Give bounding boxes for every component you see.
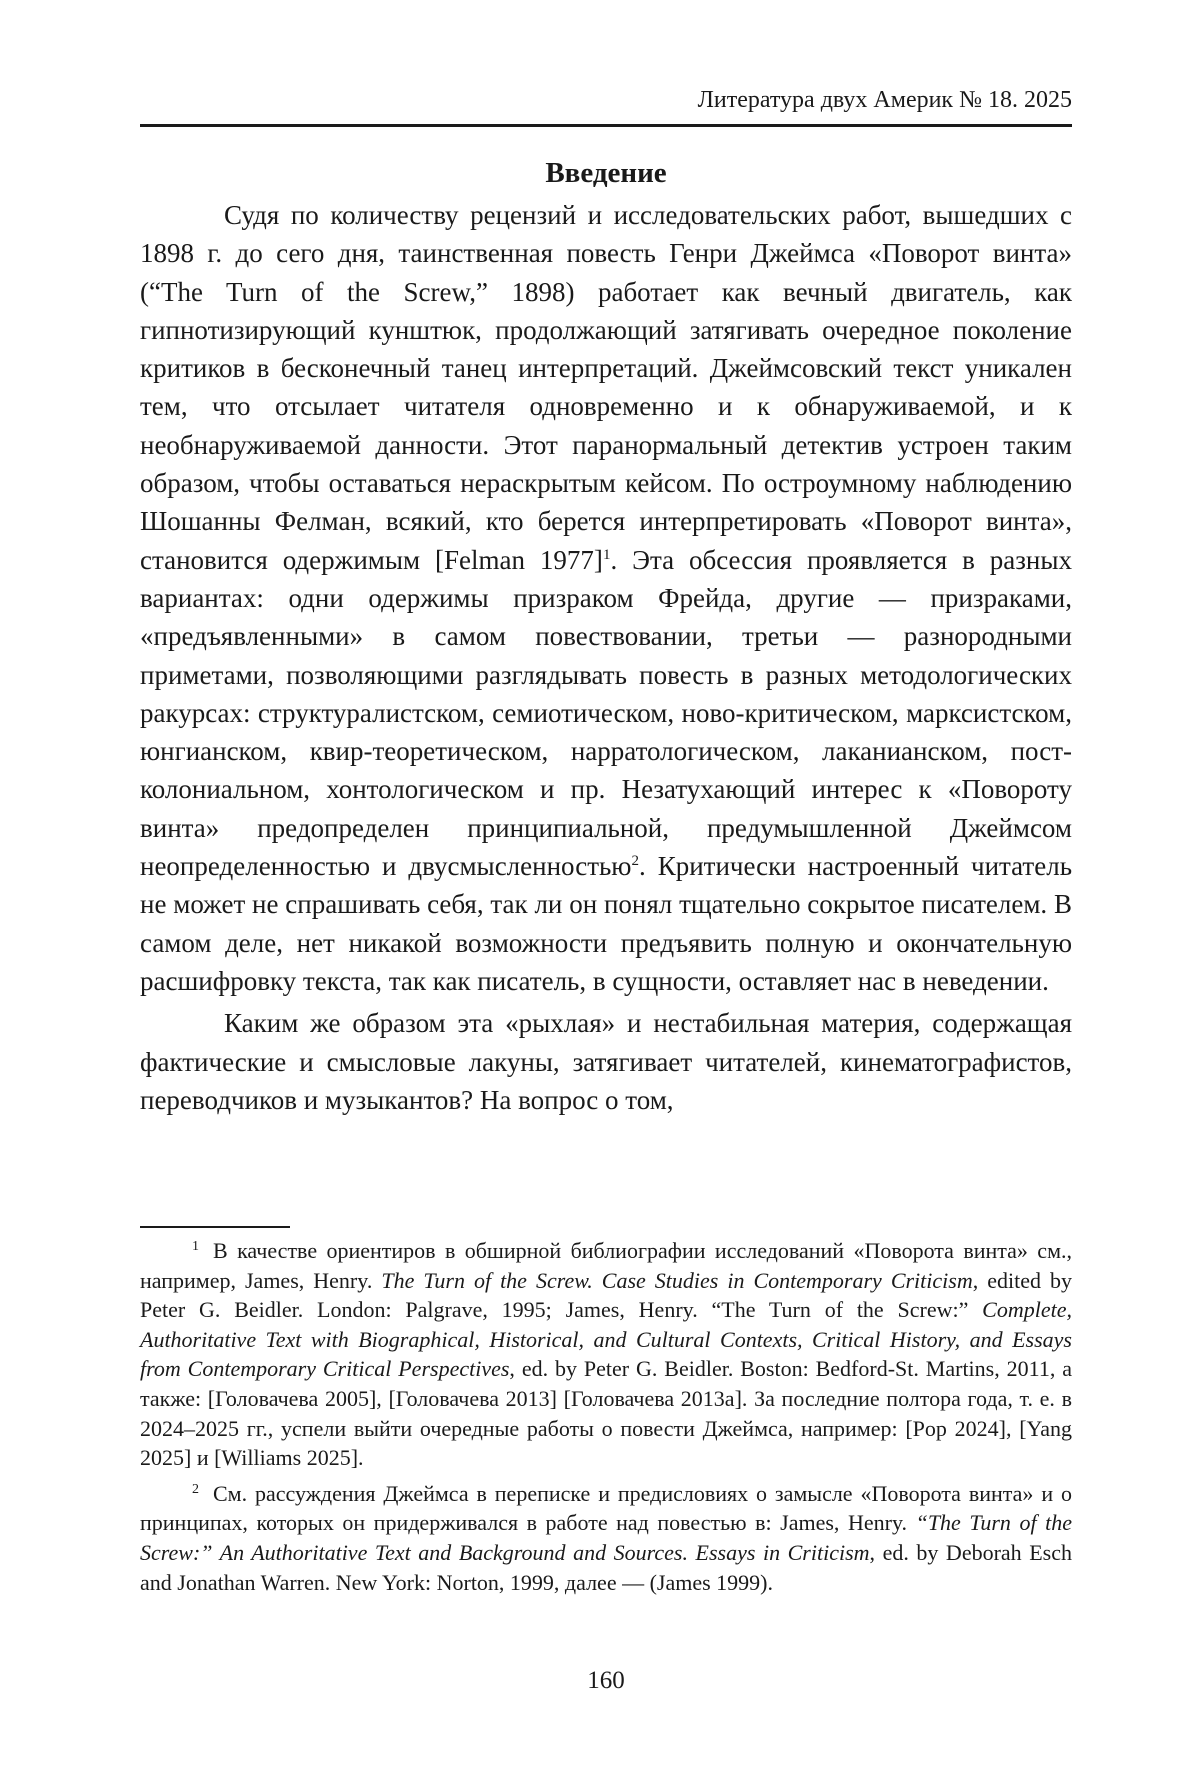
header-rule xyxy=(140,124,1072,127)
footnotes xyxy=(140,1236,1072,1597)
footnote-ref-2: 2 xyxy=(631,853,639,870)
section-title: Введение xyxy=(545,157,667,189)
footnote-1-text-3: , ed. by Peter G. Beidler. Boston: Bedford-St. Martins, 2011, а также: [Головачева 2005], [Головачева 2013] [Головачева 2013а]. За последние полтора года, т. е. в 2024–2025 гг., успели выйти очередные работы о повести Джеймса, например: [Pop 2024], [Yang 2025] и [Williams 2025]. xyxy=(140,1356,1072,1471)
footnote-1-title-2: Complete, Authoritative Text with Biographical, Historical, and Cultural Contexts, Critical History, and Essays from Contemporary Critical Perspectives xyxy=(140,1297,1072,1382)
footnote-1-title-1: The Turn of the Screw. Case Studies in Contemporary Criticism xyxy=(381,1267,973,1293)
paragraph-1-part-c: . Критически настроенный читатель не может не спрашивать себя, так ли он понял тщательно сокрытое писателем. В самом деле, нет никакой возможности предъявить полную и окончательную расшифровку текста, так как писатель, в сущности, оставляет нас в неведении. xyxy=(140,851,1073,996)
paragraph-1 xyxy=(140,196,1072,1000)
footnote-1-number: 1 xyxy=(192,1239,199,1254)
footnote-2-text-2: , ed. by Deborah Esch and Jonathan Warren. New York: Norton, 1999, далее — (James 1999). xyxy=(140,1539,1072,1595)
footnote-1-text-1: В качестве ориентиров в обширной библиографии исследований «Поворота винта» см., например, James, Henry. xyxy=(140,1238,1072,1293)
main-text xyxy=(140,196,1072,1119)
page-number: 160 xyxy=(587,1667,625,1694)
footnote-2 xyxy=(140,1479,1072,1597)
footnote-1-text-2: , edited by Peter G. Beidler. London: Palgrave, 1995; James, Henry. “The Turn of the Screw:” xyxy=(140,1267,1073,1323)
footnote-2-text-1: См. рассуждения Джеймса в переписке и предисловиях о замысле «Поворота винта» и о принципах, которых он придерживался в работе над повестью в: James, Henry. xyxy=(140,1480,1072,1536)
running-header: Литература двух Америк № 18. 2025 xyxy=(697,87,1072,113)
footnote-ref-1: 1 xyxy=(602,546,611,563)
paragraph-1-part-a: Судя по количеству рецензий и исследовательских работ, вышедших с 1898 г. до сего дня, таинственная повесть Генри Джеймса «Поворот винта» (“The Turn of the Screw,” 1898) работает как вечный двигатель, как гипнотизирующий кунштюк, продолжающий затягивать очередное поколение критиков в бесконечный танец интерпретаций. Джеймсовский текст уникален тем, что отсылает читателя одновременно и к обнаруживаемой, и к необнаруживаемой данности. Этот паранормальный детектив устроен таким образом, чтобы оставаться нераскрытым кейсом. По остроумному наблюдению Шошанны Фелман, всякий, кто берется интерпретировать «Поворот винта», становится одержимым [Felman 1977] xyxy=(140,200,1072,575)
paragraph-1-part-b: . Эта обсессия проявляется в разных вариантах: одни одержимы призраком Фрейда, другие — призраками, «предъявленными» в самом повествовании, третьи — разнородными приметами, позволяющими разглядывать повесть в разных методологических ракурсах: структуралистском, семиотическом, ново-критическом, марксистском, юнгианском, квир-теоретическом, нарратологическом, лаканианском, пост-колониальном, хонтологическом и пр. Незатухающий интерес к «Повороту винта» предопределен принципиальной, предумышленной Джеймсом неопределенностью и двусмысленностью xyxy=(140,544,1073,882)
footnote-separator xyxy=(140,1226,290,1228)
paragraph-2: Каким же образом эта «рыхлая» и нестабильная материя, содержащая фактические и смысловые лакуны, затягивает читателей, кинематографистов, переводчиков и музыкантов? На вопрос о том, xyxy=(140,1008,1072,1115)
footnote-1 xyxy=(140,1236,1072,1473)
footnote-2-title-1: “The Turn of the Screw:” An Authoritative Text and Background and Sources. Essays in Criticism xyxy=(140,1510,1073,1565)
footnote-2-number: 2 xyxy=(192,1481,199,1497)
